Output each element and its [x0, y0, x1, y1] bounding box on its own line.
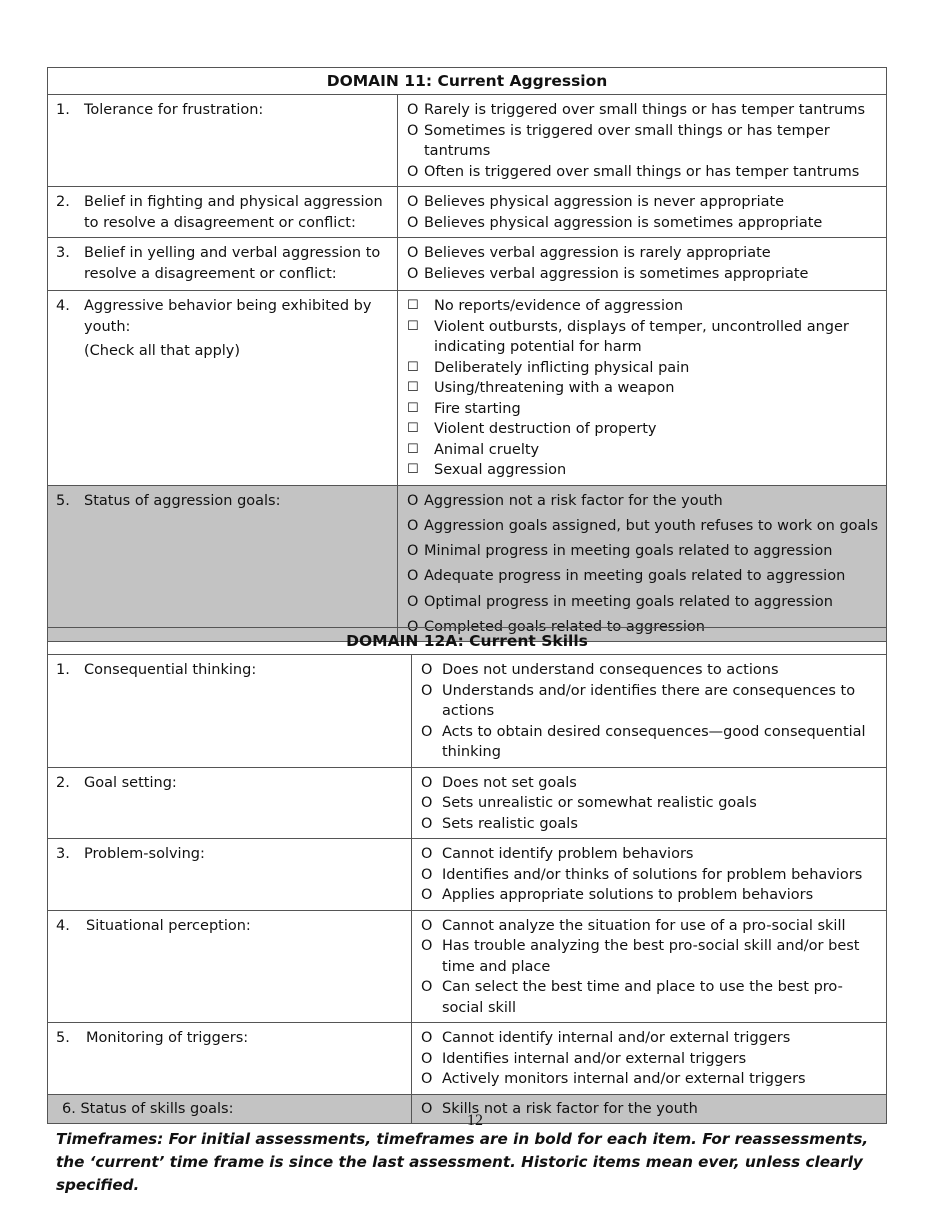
checkbox-icon[interactable]: ☐: [407, 318, 419, 334]
checkbox-option[interactable]: ☐ Using/threatening with a weapon: [407, 378, 878, 399]
radio-option[interactable]: O Rarely is triggered over small things or has temper tantrums: [407, 100, 878, 121]
radio-icon[interactable]: O: [421, 887, 433, 903]
checkbox-icon[interactable]: ☐: [407, 421, 419, 436]
radio-option[interactable]: O Believes physical aggression is never appropriate: [407, 192, 878, 213]
radio-icon[interactable]: O: [421, 1030, 433, 1046]
radio-icon[interactable]: O: [407, 492, 419, 509]
checkbox-icon[interactable]: ☐: [407, 359, 419, 375]
radio-option[interactable]: O Sets realistic goals: [421, 814, 878, 835]
question-row: [48, 839, 887, 911]
checkbox-option[interactable]: ☐ Fire starting: [407, 399, 878, 420]
question-number: 1.: [56, 102, 70, 118]
checkbox-option[interactable]: ☐ Violent outbursts, displays of temper, uncontrolled anger indicating potential for harm: [407, 317, 878, 358]
radio-option[interactable]: O Adequate progress in meeting goals related to aggression: [407, 566, 878, 587]
radio-option[interactable]: O Acts to obtain desired consequences—good consequential thinking: [421, 722, 878, 763]
question-label: Situational perception:: [86, 917, 251, 934]
radio-option[interactable]: O Cannot analyze the situation for use of a pro-social skill: [421, 916, 878, 937]
radio-icon[interactable]: O: [421, 979, 433, 995]
radio-option[interactable]: O Has trouble analyzing the best pro-social skill and/or best time and place: [421, 936, 878, 977]
radio-option[interactable]: O Often is triggered over small things or has temper tantrums: [407, 162, 878, 183]
question-label: Status of aggression goals:: [84, 492, 281, 509]
checkbox-option[interactable]: ☐ Deliberately inflicting physical pain: [407, 358, 878, 379]
radio-option[interactable]: O Identifies and/or thinks of solutions for problem behaviors: [421, 865, 878, 886]
question-row: [48, 238, 887, 291]
radio-option[interactable]: O Skills not a risk factor for the youth: [421, 1099, 878, 1120]
question-row: [48, 767, 887, 839]
radio-icon[interactable]: O: [421, 795, 433, 811]
question-number: 5.: [56, 1030, 70, 1046]
question-number: 3.: [56, 245, 70, 261]
radio-icon[interactable]: O: [407, 593, 419, 610]
radio-icon[interactable]: O: [421, 1100, 433, 1117]
question-row: [48, 291, 887, 486]
checkbox-option[interactable]: ☐ Violent destruction of property: [407, 419, 878, 440]
radio-icon[interactable]: O: [407, 245, 419, 261]
question-sublabel: (Check all that apply): [84, 343, 241, 359]
radio-icon[interactable]: O: [421, 662, 433, 678]
question-row: [48, 1023, 887, 1095]
radio-icon[interactable]: O: [407, 163, 419, 180]
radio-icon[interactable]: O: [421, 682, 433, 699]
domain-11-title: DOMAIN 11: Current Aggression: [48, 68, 887, 95]
checkbox-icon[interactable]: ☐: [407, 298, 419, 313]
question-label: Belief in fighting and physical aggression to resolve a disagreement or conflict:: [84, 194, 383, 231]
radio-option[interactable]: O Completed goals related to aggression: [407, 617, 878, 638]
radio-option[interactable]: O Can select the best time and place to use the best pro-social skill: [421, 977, 878, 1018]
checkbox-icon[interactable]: ☐: [407, 380, 419, 395]
question-label: Status of skills goals:: [80, 1100, 234, 1117]
checkbox-icon[interactable]: ☐: [407, 441, 419, 457]
checkbox-option[interactable]: ☐ No reports/evidence of aggression: [407, 296, 878, 317]
checkbox-option[interactable]: ☐ Animal cruelty: [407, 440, 878, 461]
domain-12a-table: [47, 627, 887, 1124]
radio-option[interactable]: O Does not set goals: [421, 773, 878, 794]
question-number: 1.: [56, 662, 70, 678]
question-number: 2.: [56, 774, 70, 791]
question-label: Tolerance for frustration:: [84, 102, 264, 118]
radio-icon[interactable]: O: [421, 846, 433, 862]
question-number: 4.: [56, 917, 70, 934]
question-label: Goal setting:: [84, 774, 177, 791]
radio-option[interactable]: O Cannot identify internal and/or external triggers: [421, 1028, 878, 1049]
question-number: 4.: [56, 298, 70, 314]
radio-option[interactable]: O Sometimes is triggered over small things or has temper tantrums: [407, 121, 878, 162]
question-number: 6.: [62, 1100, 76, 1117]
radio-option[interactable]: O Aggression not a risk factor for the youth: [407, 491, 878, 512]
radio-option[interactable]: O Minimal progress in meeting goals related to aggression: [407, 541, 878, 562]
checkbox-option[interactable]: ☐ Sexual aggression: [407, 460, 878, 481]
radio-option[interactable]: O Understands and/or identifies there are consequences to actions: [421, 681, 878, 722]
radio-icon[interactable]: O: [407, 122, 419, 139]
radio-option[interactable]: O Does not understand consequences to actions: [421, 660, 878, 681]
radio-option[interactable]: O Cannot identify problem behaviors: [421, 844, 878, 865]
domain-11-table: [47, 67, 887, 642]
radio-icon[interactable]: O: [421, 1050, 433, 1067]
question-label: Belief in yelling and verbal aggression to resolve a disagreement or conflict:: [84, 245, 381, 282]
radio-icon[interactable]: O: [421, 866, 433, 883]
question-row: [48, 187, 887, 238]
radio-option[interactable]: O Actively monitors internal and/or external triggers: [421, 1069, 878, 1090]
radio-icon[interactable]: O: [407, 517, 419, 534]
page-number: 12: [467, 1112, 483, 1129]
radio-icon[interactable]: O: [407, 102, 419, 118]
radio-icon[interactable]: O: [421, 774, 433, 791]
domain-12a-title: DOMAIN 12A: Current Skills: [48, 628, 887, 655]
radio-icon[interactable]: O: [407, 214, 419, 231]
radio-option[interactable]: O Believes physical aggression is sometimes appropriate: [407, 213, 878, 234]
question-label: Consequential thinking:: [84, 662, 257, 678]
radio-icon[interactable]: O: [421, 1071, 433, 1087]
radio-option[interactable]: O Identifies internal and/or external triggers: [421, 1049, 878, 1070]
radio-option[interactable]: O Optimal progress in meeting goals related to aggression: [407, 592, 878, 613]
radio-icon[interactable]: O: [421, 815, 433, 832]
radio-option[interactable]: O Believes verbal aggression is sometimes appropriate: [407, 264, 878, 285]
radio-option[interactable]: O Sets unrealistic or somewhat realistic goals: [421, 793, 878, 814]
radio-option[interactable]: O Believes verbal aggression is rarely appropriate: [407, 243, 878, 264]
question-row: [48, 95, 887, 187]
radio-option[interactable]: O Aggression goals assigned, but youth refuses to work on goals: [407, 516, 878, 537]
radio-icon[interactable]: O: [407, 265, 419, 282]
radio-icon[interactable]: O: [421, 723, 433, 740]
radio-icon[interactable]: O: [407, 543, 419, 560]
radio-icon[interactable]: O: [421, 917, 433, 934]
radio-icon[interactable]: O: [407, 568, 419, 585]
radio-option[interactable]: O Applies appropriate solutions to problem behaviors: [421, 885, 878, 906]
radio-icon[interactable]: O: [421, 938, 433, 954]
question-number: 3.: [56, 846, 70, 862]
timeframes-note: Timeframes: For initial assessments, timeframes are in bold for each item. For reassessments, the ‘current’ time frame is since the last assessment. Historic items mean ever, unless clearly specified.: [56, 1130, 869, 1194]
question-number: 5.: [56, 492, 70, 509]
checkbox-icon[interactable]: ☐: [407, 462, 419, 477]
radio-icon[interactable]: O: [407, 618, 419, 635]
question-label: Monitoring of triggers:: [86, 1030, 249, 1046]
checkbox-icon[interactable]: ☐: [407, 400, 419, 416]
question-label: Aggressive behavior being exhibited by youth:: [84, 298, 372, 335]
radio-icon[interactable]: O: [407, 194, 419, 210]
question-row: [48, 485, 887, 642]
question-label: Problem-solving:: [84, 846, 205, 862]
question-number: 2.: [56, 194, 70, 210]
question-row: [48, 910, 887, 1023]
question-row: [48, 655, 887, 768]
